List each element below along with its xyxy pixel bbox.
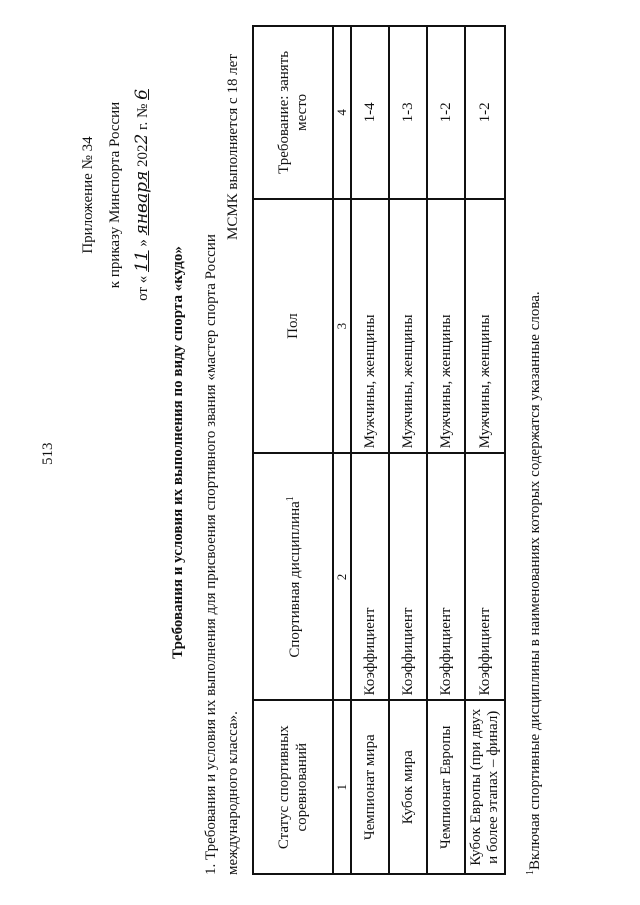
age-note: МСМК выполняется с 18 лет [225, 54, 241, 240]
table-row [427, 26, 465, 874]
footnote [525, 291, 544, 875]
appendix-date-line [129, 25, 157, 365]
intro-paragraph: 1. Требования и условия их выполнения для присвоения спортивного звания «мастер спорта России международного класса». [203, 234, 241, 875]
cell-discipline: Коэффициент [465, 453, 505, 700]
cell-place: 1-2 [465, 26, 505, 199]
date-prefix: от « [135, 275, 151, 301]
header-status: Статус спортивных соревнований [253, 701, 333, 875]
cell-discipline: Коэффициент [351, 453, 389, 700]
date-day: 11 [132, 250, 152, 273]
rotated-page [20, 20, 620, 885]
table-header-row [253, 26, 333, 874]
date-mid: » [135, 239, 151, 247]
cell-status: Кубок Европы (при двух и более этапах – финал) [465, 701, 505, 875]
header-footnote-mark: 1 [285, 496, 296, 502]
header-discipline-label: Спортивная дисциплина [287, 501, 303, 658]
header-discipline [253, 453, 333, 700]
cell-discipline: Коэффициент [427, 453, 465, 700]
appendix-title: Приложение № 34 [80, 136, 96, 254]
cell-status: Кубок мира [389, 701, 427, 875]
column-number: 4 [333, 26, 351, 199]
appendix-order-ref: к приказу Минспорта России [107, 101, 123, 289]
cell-gender: Мужчины, женщины [351, 199, 389, 454]
appendix-block [75, 25, 157, 365]
requirements-table [252, 25, 506, 875]
table-row [389, 26, 427, 874]
cell-gender: Мужчины, женщины [389, 199, 427, 454]
cell-gender: Мужчины, женщины [427, 199, 465, 454]
footnote-text: Включая спортивные дисциплины в наименованиях которых содержатся указанные слова. [527, 291, 543, 870]
cell-gender: Мужчины, женщины [465, 199, 505, 454]
cell-status: Чемпионат Европы [427, 701, 465, 875]
column-number: 3 [333, 199, 351, 454]
column-number-row [333, 26, 351, 874]
footnote-mark: 1 [525, 870, 536, 875]
column-number: 1 [333, 701, 351, 875]
header-gender: Пол [253, 199, 333, 454]
date-year-prefix: 202 [135, 144, 151, 168]
table-row [465, 26, 505, 874]
header-place: Требование: занять место [253, 26, 333, 199]
cell-discipline: Коэффициент [389, 453, 427, 700]
cell-status: Чемпионат мира [351, 701, 389, 875]
cell-place: 1-3 [389, 26, 427, 199]
column-number: 2 [333, 453, 351, 700]
order-number: 6 [132, 89, 152, 100]
cell-place: 1-4 [351, 26, 389, 199]
date-month: января [132, 170, 152, 236]
table-row [351, 26, 389, 874]
date-year-suffix: 2 [132, 133, 152, 145]
page-number: 513 [40, 442, 56, 465]
cell-place: 1-2 [427, 26, 465, 199]
document-title: Требования и условия их выполнения по виду спорта «кудо» [170, 246, 186, 659]
date-suffix: г. № [135, 103, 151, 130]
